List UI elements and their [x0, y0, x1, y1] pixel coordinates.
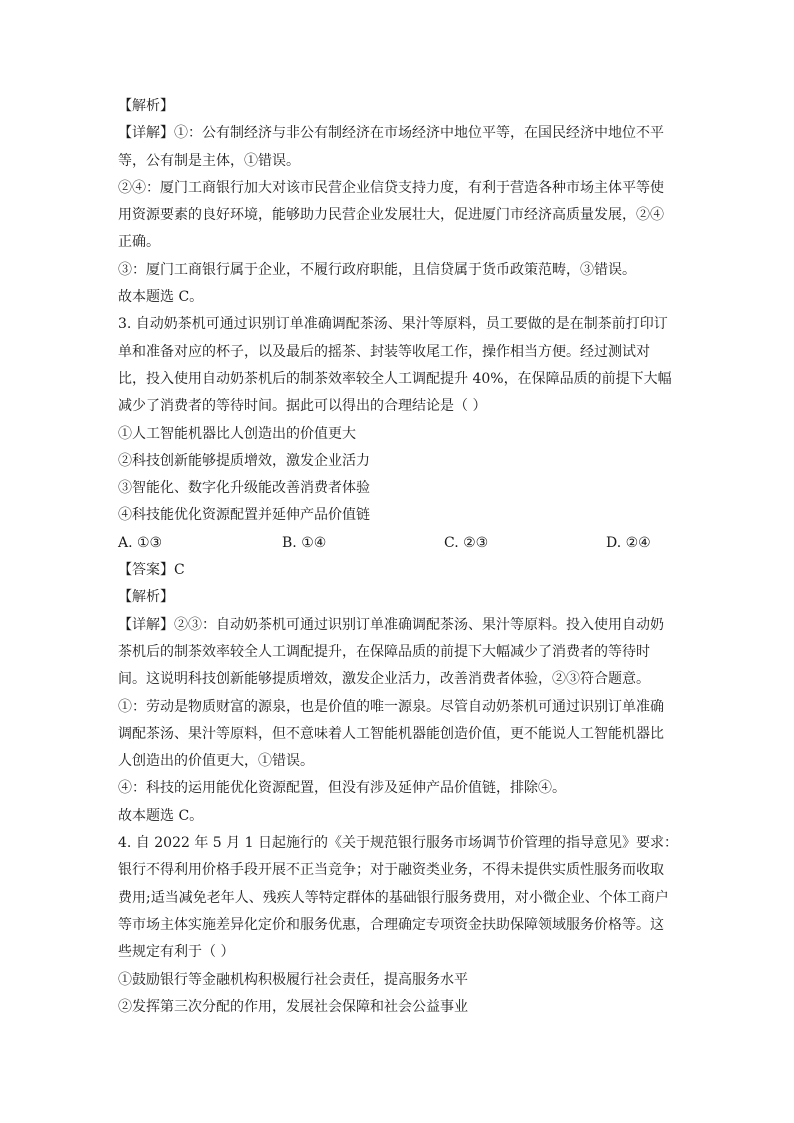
text-line: 人创造出的价值更大，①错误。	[118, 753, 314, 770]
text-line: 故本题选 C。	[118, 289, 204, 306]
text-line: 间。这说明科技创新能够提质增效，激发企业活力，改善消费者体验，②③符合题意。	[118, 671, 650, 688]
text-line: 减少了消费者的等待时间。据此可以得出的合理结论是（ ）	[118, 398, 487, 415]
text-line: 些规定有利于（ ）	[118, 944, 235, 961]
text-line: ④：科技的运用能优化资源配置，但没有涉及延伸产品价值链，排除④。	[118, 780, 566, 797]
text-line: 3. 自动奶茶机可通过识别订单准确调配茶汤、果汁等原料，员工要做的是在制茶前打印订	[118, 316, 668, 333]
text-line: 4. 自 2022 年 5 月 1 日起施行的《关于规范银行服务市场调节价管理的指导意见》要求：	[118, 835, 678, 852]
document-body	[118, 93, 678, 1021]
text-line: ④科技能优化资源配置并延伸产品价值链	[118, 507, 370, 524]
text-line: 【详解】②③：自动奶茶机可通过识别订单准确调配茶汤、果汁等原料。投入使用自动奶	[118, 616, 664, 633]
text-line: 茶机后的制茶效率较全人工调配提升，在保障品质的前提下大幅减少了消费者的等待时	[118, 643, 650, 660]
answer-option: C. ②③	[444, 534, 489, 551]
text-line: 【解析】	[118, 98, 174, 114]
text-line: ③：厦门工商银行属于企业，不履行政府职能，且信贷属于货币政策范畴，③错误。	[118, 261, 636, 278]
answer-options	[118, 530, 678, 557]
text-line: 等，公有制是主体，①错误。	[118, 152, 300, 169]
text-line: 单和准备对应的杯子，以及最后的摇茶、封装等收尾工作，操作相当方便。经过测试对	[118, 343, 650, 360]
text-line: 用资源要素的良好环境，能够助力民营企业发展壮大，促进厦门市经济高质量发展，②④	[118, 207, 664, 224]
text-line: 【详解】①：公有制经济与非公有制经济在市场经济中地位平等，在国民经济中地位不平	[118, 125, 664, 142]
text-line: ①鼓励银行等金融机构积极履行社会责任，提高服务水平	[118, 971, 468, 988]
answer-option: B. ①④	[282, 534, 327, 551]
text-line: ②④：厦门工商银行加大对该市民营企业信贷支持力度，有利于营造各种市场主体平等使	[118, 179, 664, 196]
text-line: ①：劳动是物质财富的源泉，也是价值的唯一源泉。尽管自动奶茶机可通过识别订单准确	[118, 698, 664, 715]
text-line: 费用;适当减免老年人、残疾人等特定群体的基础银行服务费用，对小微企业、个体工商户	[118, 889, 669, 906]
text-line: ①人工智能机器比人创造出的价值更大	[118, 425, 356, 442]
text-line: 银行不得利用价格手段开展不正当竞争；对于融资类业务，不得未提供实质性服务而收取	[118, 862, 664, 879]
text-line: 【答案】C	[118, 562, 185, 579]
text-line: 正确。	[118, 234, 160, 251]
answer-option: A. ①③	[118, 534, 163, 551]
text-line: ③智能化、数字化升级能改善消费者体验	[118, 480, 370, 497]
text-line: ②科技创新能够提质增效，激发企业活力	[118, 452, 370, 469]
answer-option: D. ②④	[606, 534, 651, 551]
text-line: 调配茶汤、果汁等原料，但不意味着人工智能机器能创造价值，更不能说人工智能机器比	[118, 725, 664, 742]
text-line: 等市场主体实施差异化定价和服务优惠，合理确定专项资金扶助保障领域服务价格等。这	[118, 916, 664, 933]
text-line: 故本题选 C。	[118, 807, 204, 824]
text-line: 比，投入使用自动奶茶机后的制茶效率较全人工调配提升 40%，在保障品质的前提下大幅	[118, 370, 672, 387]
text-line: ②发挥第三次分配的作用，发展社会保障和社会公益事业	[118, 998, 468, 1015]
text-line: 【解析】	[118, 589, 174, 606]
